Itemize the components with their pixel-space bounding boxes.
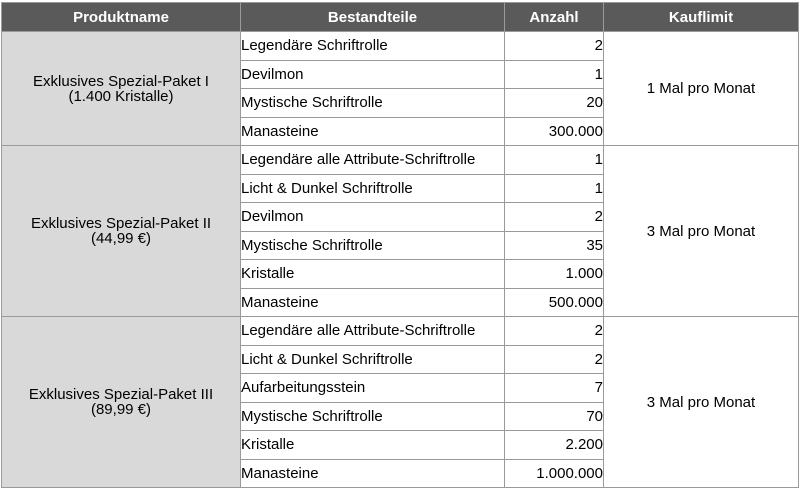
component-quantity: 300.000 [505,117,604,146]
component-quantity: 2 [505,345,604,374]
product-name: Exklusives Spezial-Paket III [28,386,214,403]
component-name: Aufarbeitungsstein [241,374,505,403]
purchase-limit: 3 Mal pro Monat [604,317,799,488]
component-name: Licht & Dunkel Schriftrolle [241,174,505,203]
table-row [2,317,799,346]
component-name: Manasteine [241,288,505,317]
product-cell [2,317,241,488]
purchase-limit: 3 Mal pro Monat [604,146,799,317]
component-quantity: 1.000 [505,260,604,289]
component-name: Legendäre alle Attribute-Schriftrolle [241,146,505,175]
component-name: Kristalle [241,260,505,289]
component-name: Devilmon [241,203,505,232]
component-quantity: 70 [505,402,604,431]
component-name: Manasteine [241,117,505,146]
component-name: Mystische Schriftrolle [241,231,505,260]
component-quantity: 1.000.000 [505,459,604,488]
header-purchase-limit: Kauflimit [604,3,799,32]
component-name: Mystische Schriftrolle [241,89,505,118]
header-components: Bestandteile [241,3,505,32]
component-quantity: 1 [505,60,604,89]
component-quantity: 2 [505,203,604,232]
table-row [2,146,799,175]
product-price: (44,99 €) [90,230,152,247]
component-quantity: 2 [505,32,604,61]
product-price: (89,99 €) [90,401,152,418]
component-name: Legendäre Schriftrolle [241,32,505,61]
purchase-limit: 1 Mal pro Monat [604,32,799,146]
component-name: Legendäre alle Attribute-Schriftrolle [241,317,505,346]
component-name: Licht & Dunkel Schriftrolle [241,345,505,374]
component-name: Manasteine [241,459,505,488]
header-quantity: Anzahl [505,3,604,32]
header-row [2,3,799,32]
product-name: Exklusives Spezial-Paket II [30,215,212,232]
package-table [1,2,799,488]
component-quantity: 1 [505,174,604,203]
component-quantity: 1 [505,146,604,175]
component-name: Mystische Schriftrolle [241,402,505,431]
component-quantity: 2.200 [505,431,604,460]
header-product-name: Produktname [2,3,241,32]
component-quantity: 20 [505,89,604,118]
product-price: (1.400 Kristalle) [68,87,174,105]
component-quantity: 500.000 [505,288,604,317]
component-name: Devilmon [241,60,505,89]
component-name: Kristalle [241,431,505,460]
component-quantity: 2 [505,317,604,346]
product-name: Exklusives Spezial-Paket I [33,72,209,90]
table-row [2,32,799,61]
component-quantity: 7 [505,374,604,403]
component-quantity: 35 [505,231,604,260]
product-cell [2,32,241,146]
product-cell [2,146,241,317]
